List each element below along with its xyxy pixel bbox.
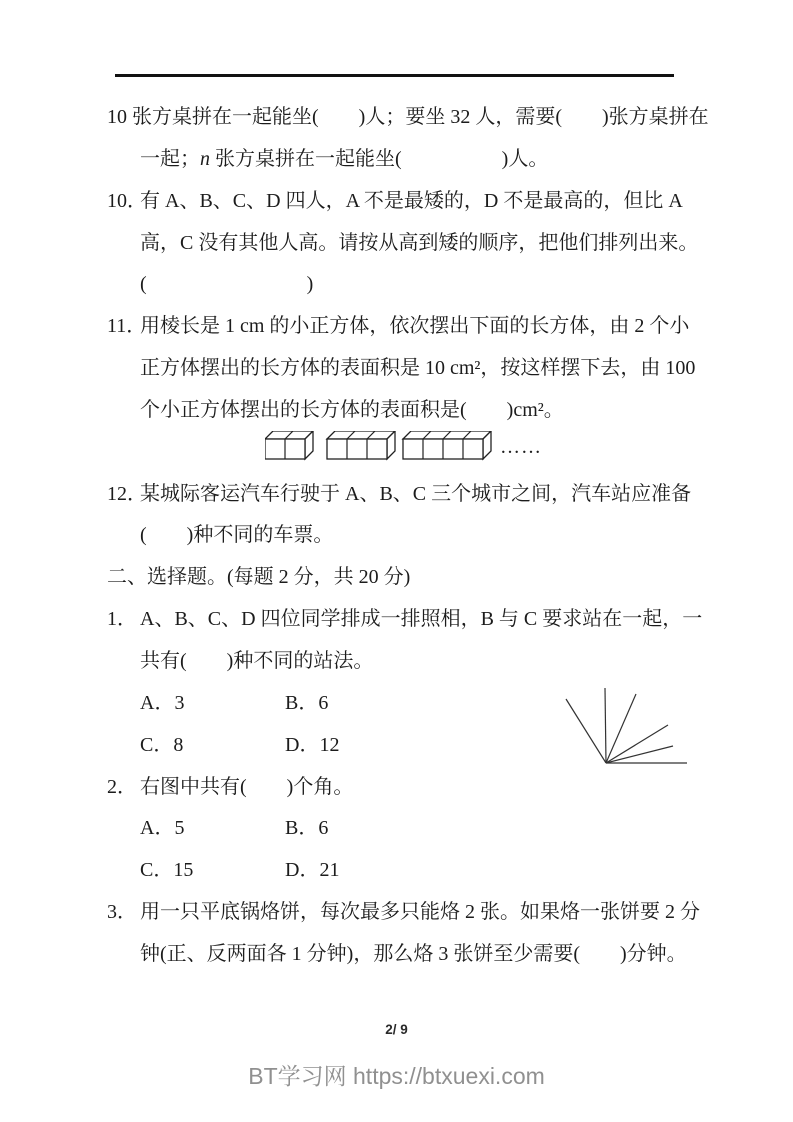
q10-text-3: ( ) xyxy=(140,273,314,296)
section2-header xyxy=(107,557,691,599)
choice2-option-a: A．5 xyxy=(140,817,185,840)
q11-text-3: 个小正方体摆出的长方体的表面积是( )cm²。 xyxy=(140,398,564,421)
choice3-line-1 xyxy=(107,892,700,934)
q12-line-2 xyxy=(140,515,691,557)
q12-line-1 xyxy=(107,474,692,516)
q10-line-2 xyxy=(140,223,699,265)
watermark-text: BT学习网 https://btxuexi.com xyxy=(248,1063,545,1089)
q10-text-2: 高，C 没有其他人高。请按从高到矮的顺序，把他们排列出来。 xyxy=(140,231,699,254)
cubes-ellipsis: …… xyxy=(500,436,542,458)
q9-text-2b: 张方桌拼在一起能坐( )人。 xyxy=(210,147,549,170)
q9-line-1 xyxy=(107,97,709,139)
q12-text-2: ( )种不同的车票。 xyxy=(140,524,334,547)
q11-line-1 xyxy=(107,306,691,348)
section2-title: 二、选择题。(每题 2 分，共 20 分) xyxy=(107,566,411,589)
choice1-option-c: C．8 xyxy=(140,733,184,756)
q10-text-1: 有 A、B、C、D 四人，A 不是最矮的，D 不是最高的，但比 A xyxy=(140,189,683,212)
choice2-options-row-1 xyxy=(140,808,691,850)
choice2-option-d: D．21 xyxy=(285,859,340,882)
choice1-option-b: B．6 xyxy=(285,691,329,714)
angle-figure xyxy=(556,666,696,766)
choice3-text-1: 用一只平底锅烙饼，每次最多只能烙 2 张。如果烙一张饼要 2 分 xyxy=(140,901,700,924)
choice1-number: 1． xyxy=(107,608,137,631)
choice3-number: 3． xyxy=(107,901,137,924)
choice2-number: 2． xyxy=(107,775,137,798)
q11-text-1: 用棱长是 1 cm 的小正方体，依次摆出下面的长方体，由 2 个小 xyxy=(140,315,690,338)
q10-number: 10． xyxy=(107,189,147,212)
choice2-options-row-2 xyxy=(140,850,691,892)
choice1-option-a: A．3 xyxy=(140,691,185,714)
q12-number: 12． xyxy=(107,482,147,505)
page-number: 2/ 9 xyxy=(385,1022,408,1037)
q9-line-2 xyxy=(140,139,691,181)
choice3-text-2: 钟(正、反两面各 1 分钟)，那么烙 3 张饼至少需要( )分钟。 xyxy=(140,942,687,965)
header-rule xyxy=(115,74,674,77)
q9-text-1: 10 张方桌拼在一起能坐( )人；要坐 32 人，需要( )张方桌拼在 xyxy=(107,106,709,128)
choice2-option-c: C．15 xyxy=(140,859,194,882)
q11-text-2: 正方体摆出的长方体的表面积是 10 cm²，按这样摆下去，由 100 xyxy=(140,357,696,380)
test-paper-body xyxy=(107,97,709,976)
choice2-option-b: B．6 xyxy=(285,817,329,840)
choice1-line-1 xyxy=(107,599,703,641)
choice1-option-d: D．12 xyxy=(285,733,340,756)
choice3-line-2 xyxy=(140,934,691,976)
choice1-text-2: 共有( )种不同的站法。 xyxy=(140,649,374,672)
q10-line-1 xyxy=(107,181,691,223)
q10-answer-blank xyxy=(140,264,691,306)
q11-number: 11． xyxy=(107,315,147,338)
q9-text-2a: 一起； xyxy=(140,147,200,170)
choice2-text-1: 右图中共有( )个角。 xyxy=(140,775,354,798)
q11-line-2 xyxy=(140,348,696,390)
q11-line-3 xyxy=(140,390,691,432)
choice2-line-1 xyxy=(107,767,691,809)
q12-text-1: 某城际客运汽车行驶于 A、B、C 三个城市之间，汽车站应准备 xyxy=(140,482,692,505)
q9-variable-n: n xyxy=(200,147,210,170)
choice1-text-1: A、B、C、D 四位同学排成一排照相，B 与 C 要求站在一起，一 xyxy=(140,608,703,631)
